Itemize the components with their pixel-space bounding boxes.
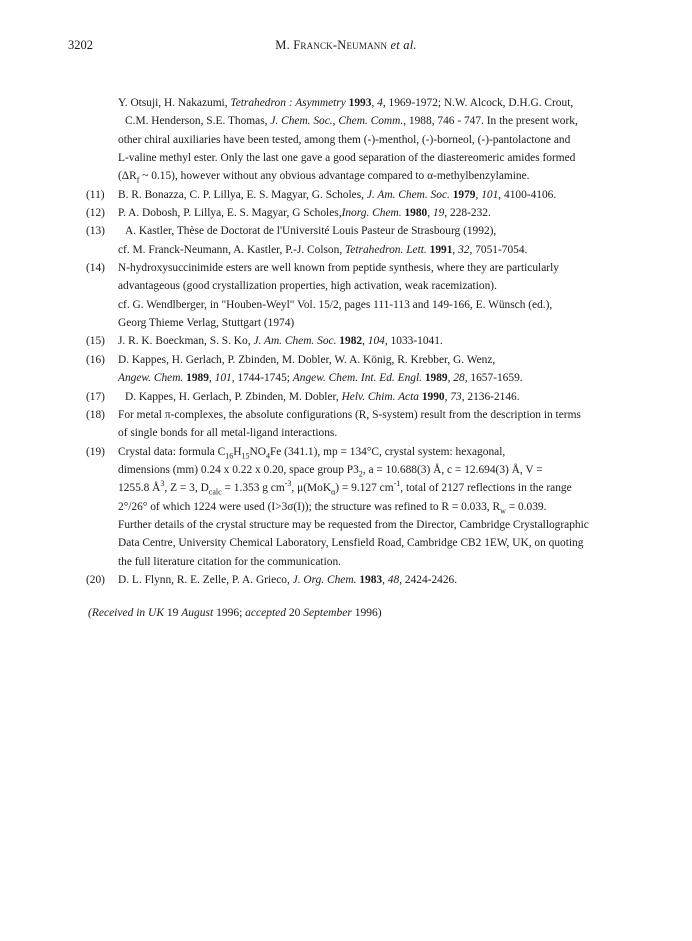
reference-number: (14) <box>86 262 105 275</box>
reference-line: the full literature citation for the communication. <box>118 555 341 568</box>
reference-line: D. Kappes, H. Gerlach, P. Zbinden, M. Dobler, W. A. König, R. Krebber, G. Wenz, <box>118 353 496 366</box>
reference-line: D. L. Flynn, R. E. Zelle, P. A. Grieco, J. Org. Chem. 1983, 48, 2424-2426. <box>118 573 458 586</box>
reference-line: 1255.8 $Å^3$, Z = 3, $D_{calc} = 1.353$ g $cm^{-3}$, μ(MoK$_\alpha$) = 9.127 $cm^{-1}$, total of 2127 reflections in the range <box>118 479 572 497</box>
references-list <box>86 94 626 589</box>
reference-number: (16) <box>86 353 105 366</box>
received-note: (Received in UK 19 August 1996; accepted 20 September 1996) <box>88 607 382 619</box>
reference-line: cf. M. Franck-Neumann, A. Kastler, P.-J. Colson, Tetrahedron. Lett. 1991, 32, 7051-7054. <box>118 243 528 256</box>
reference-number: (19) <box>86 445 105 458</box>
reference-item <box>86 222 626 259</box>
reference-continuation <box>86 94 626 186</box>
reference-line: Data Centre, University Chemical Laboratory, Lensfield Road, Cambridge CB2 1EW, UK, on quoting <box>118 537 584 550</box>
reference-line: advantageous (good crystallization properties, high activation, weak racemization). <box>118 280 497 293</box>
reference-line: B. R. Bonazza, C. P. Lillya, E. S. Magyar, G. Scholes, J. Am. Chem. Soc. 1979, 101, 4100-4106. <box>118 188 557 201</box>
reference-line: For metal π-complexes, the absolute configurations (R, S-system) result from the description in terms <box>118 408 581 421</box>
reference-item <box>86 332 626 350</box>
reference-number: (18) <box>86 408 105 421</box>
reference-line: P. A. Dobosh, P. Lillya, E. S. Magyar, G Scholes,Inorg. Chem. 1980, 19, 228-232. <box>118 207 491 220</box>
reference-line: Y. Otsuji, H. Nakazumi, Tetrahedron : Asymmetry 1993, 4, 1969-1972; N.W. Alcock, D.H.G. Crout, <box>118 97 574 109</box>
reference-item <box>86 571 626 589</box>
reference-item <box>86 351 626 388</box>
running-head-et-al: et al. <box>390 38 417 52</box>
reference-number: (13) <box>86 225 105 238</box>
reference-number: (20) <box>86 573 105 586</box>
reference-line: L-valine methyl ester. Only the last one gave a good separation of the diastereomeric amides formed <box>118 152 576 165</box>
reference-line: Angew. Chem. 1989, 101, 1744-1745; Angew. Chem. Int. Ed. Engl. 1989, 28, 1657-1659. <box>118 372 523 385</box>
reference-number: (12) <box>86 207 105 220</box>
reference-item <box>86 443 626 571</box>
reference-line: A. Kastler, Thèse de Doctorat de l'Université Louis Pasteur de Strasbourg (1992), <box>125 225 497 238</box>
reference-line: C.M. Henderson, S.E. Thomas, J. Chem. Soc., Chem. Comm., 1988, 746 - 747. In the present work, <box>125 115 578 128</box>
reference-line: ($\Delta R_f$ ~ 0.15), however without any obvious advantage compared to α-methylbenzylamine. <box>118 170 530 185</box>
reference-line: Further details of the crystal structure may be requested from the Director, Cambridge Crystallographic <box>118 518 589 531</box>
reference-line: of single bonds for all metal-ligand interactions. <box>118 427 338 440</box>
reference-number: (17) <box>86 390 105 403</box>
reference-item <box>86 204 626 222</box>
reference-number: (15) <box>86 335 105 348</box>
running-head <box>0 38 692 53</box>
page-number: 3202 <box>68 38 93 52</box>
reference-line: other chiral auxiliaries have been tested, among them (-)-menthol, (-)-borneol, (-)-pantolactone and <box>118 133 571 146</box>
reference-item <box>86 406 626 443</box>
reference-line: N-hydroxysuccinimide esters are well known from peptide synthesis, where they are particularly <box>118 262 559 275</box>
reference-item <box>86 388 626 406</box>
reference-line: Georg Thieme Verlag, Stuttgart (1974) <box>118 317 295 330</box>
reference-number: (11) <box>86 188 105 201</box>
reference-line: 2°/26° of which 1224 were used (I>3σ(I)); the structure was refined to R = 0.033, $R_w = 0.039$. <box>118 500 547 515</box>
reference-item <box>86 186 626 204</box>
reference-line: D. Kappes, H. Gerlach, P. Zbinden, M. Dobler, Helv. Chim. Acta 1990, 73, 2136-2146. <box>125 390 520 403</box>
reference-line: J. R. K. Boeckman, S. S. Ko, J. Am. Chem. Soc. 1982, 104, 1033-1041. <box>118 335 443 348</box>
reference-line: dimensions (mm) 0.24 x 0.22 x 0.20, space group $P3_2$, a = 10.688(3) Å, c = 12.694(3) Å, V = <box>118 463 543 479</box>
reference-line: cf. G. Wendlberger, in "Houben-Weyl" Vol. 15/2, pages 111-113 and 149-166, E. Wünsch (ed.), <box>118 298 553 311</box>
running-head-author: M. Franck-Neumann <box>275 38 388 52</box>
reference-line: Crystal data: formula $C_{16}H_{15}NO_4Fe$ (341.1), mp = 134°C, crystal system: hexagonal, <box>118 445 506 460</box>
reference-item <box>86 259 626 332</box>
